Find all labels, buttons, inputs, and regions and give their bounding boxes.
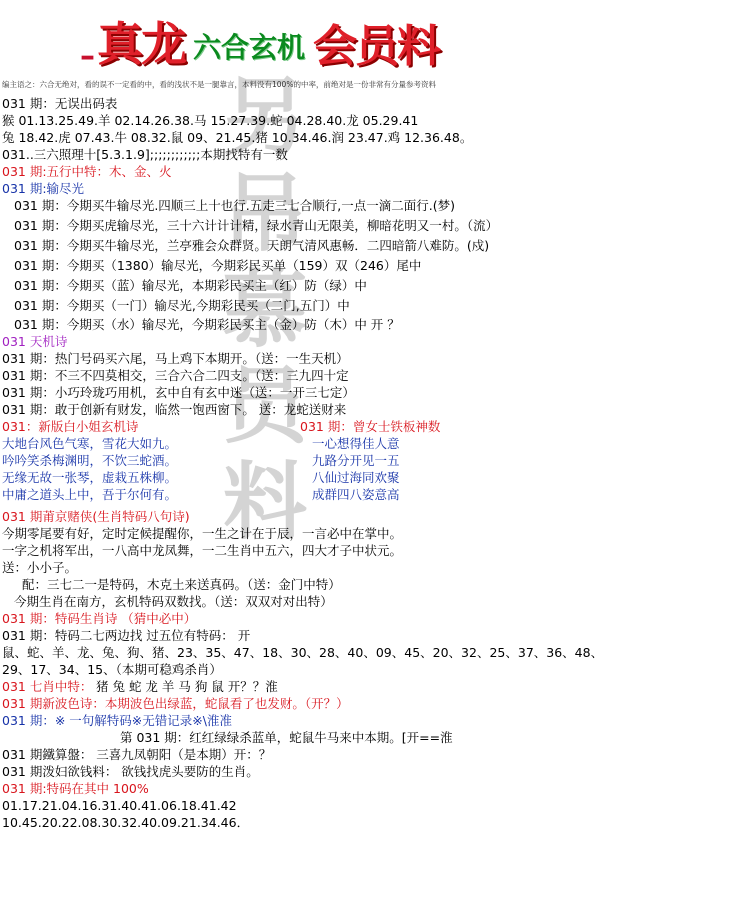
line-tianji-2: 031 期：不三不四莫相交，三合六合二四支。（送：三九四十定 xyxy=(2,368,349,383)
line-baixiaojie-2: 吟吟笑杀梅渊明，不饮三蛇酒。 xyxy=(2,453,178,468)
line-shu-5: 031 期：今期买（蓝）输尽光，本期彩民买主（红）防（绿）中 xyxy=(14,278,367,293)
right-column-title: 031 期：曾女士铁板神数 xyxy=(300,419,441,434)
right-column-item-4: 成群四八姿意高 xyxy=(312,487,400,502)
line-shu-4: 031 期：今期买（1380）输尽光，今期彩民买单（159）双（246）尾中 xyxy=(14,258,422,273)
line-tema-100-numbers-1: 01.17.21.04.16.31.40.41.06.18.41.42 xyxy=(2,798,237,813)
line-tema-erqi: 031 期：特码二七两边找 过五位有特码： 开 xyxy=(2,628,251,643)
line-pofu: 031 期泼妇欲钱料： 欲钱找虎头要防的生肖。 xyxy=(2,764,259,779)
banner-title-liuhe: 六合玄机 xyxy=(193,31,306,64)
line-wuxing: 031 期:五行中特：木、金、火 xyxy=(2,164,172,179)
right-column-item-2: 九路分开见一五 xyxy=(312,453,400,468)
banner-title-huiyuanliao: 会员料 xyxy=(313,21,440,72)
line-baixiaojie-4: 中庸之道头上中，吾于尔何有。 xyxy=(2,487,178,502)
line-baixiaojie-1: 大地台风色气寒，雪花大如九。 xyxy=(2,436,178,451)
line-bose-poem: 031 期新波色诗：本期波色出绿蓝，蛇鼠看了也发财。（开？） xyxy=(2,696,349,711)
line-shu-6: 031 期：今期买（一门）输尽光,今期彩民买（二门,五门）中 xyxy=(14,298,350,313)
line-qixiao-values: 猪 兔 蛇 龙 羊 马 狗 鼠 开？？淮 xyxy=(96,679,278,694)
right-column-item-3: 八仙过海同欢聚 xyxy=(312,470,400,485)
line-tianji-3: 031 期：小巧玲珑巧用机，玄中自有玄中迷（送：一开三七定） xyxy=(2,385,355,400)
line-tema-numbers-2: 29、17、34、15、（本期可稳鸡杀肖） xyxy=(2,662,222,677)
line-tema-100-numbers-2: 10.45.20.22.08.30.32.40.09.21.34.46． xyxy=(2,815,250,830)
disclaimer: 编主语之：六合无绝对，看的误不一定看的中，看的浅状不是一腿靠言，本料没有100%的中率，前绝对是一份非常有分量参考资料 xyxy=(2,80,436,89)
line-zodiac-numbers-1: 猴 01.13.25.49.羊 02.14.26.38.马 15.27.39.蛇 04.28.40.龙 05.29.41 xyxy=(2,113,419,128)
banner-dash: – xyxy=(80,39,95,74)
line-no-error-table-title: 031 期：无误出码表 xyxy=(2,96,118,111)
line-shu-7: 031 期：今期买（水）输尽光，今期彩民买主（金）防（木）中 开 ？ xyxy=(14,317,400,332)
line-qixiao-label: 031 七肖中特： xyxy=(2,679,93,694)
line-puxing-1: 今期零尾要有好，定时定候提醒你，一生之计在于辰，一言必中在掌中。 xyxy=(2,526,403,541)
line-sanliu: 031..三六照理十[5.3.1.9];;;;;;;;;;;;本期找特有一数 xyxy=(2,147,288,162)
line-yiju-content: 第 031 期：红红绿绿杀蓝单，蛇鼠牛马来中本期。[开==淮 xyxy=(120,730,453,745)
line-tianji-1: 031 期：热门号码买六尾，马上鸡下本期开。（送：一生天机） xyxy=(2,351,349,366)
line-shu-2: 031 期：今期买虎输尽光，三十六计计计精，绿水青山无限美，柳暗花明又一村。（流） xyxy=(14,218,499,233)
line-baixiaojie-title: 031：新版白小姐玄机诗 xyxy=(2,419,139,434)
line-puxing-3: 送：小小子。 xyxy=(2,560,78,575)
line-tianji-4: 031 期：敢于创新有财发，临然一饱西窗下。 送：龙蛇送财来 xyxy=(2,402,347,417)
line-shu-1: 031 期：今期买牛输尽光.四顺三上十也行.五走三七合顺行,一点一滴二面行.(梦) xyxy=(14,198,455,213)
line-yiju-title: 031 期：※ 一句解特码※无错记录※\淮准 xyxy=(2,713,232,728)
header-banner xyxy=(80,4,520,74)
line-puxing-title: 031 期莆京赌侠(生肖特码八句诗) xyxy=(2,509,190,524)
line-baixiaojie-3: 无缘无故一张琴，虚栽五株柳。 xyxy=(2,470,178,485)
line-puxing-4: 配：三七二一是特码，木克土来送真码。（送：金门中特） xyxy=(22,577,341,592)
line-tema-numbers-1: 鼠、蛇、羊、龙、兔、狗、猪、23、35、47、18、30、28、40、09、45、20、32、25、37、36、48、 xyxy=(2,645,604,660)
line-tema-100-title: 031 期:特码在其中 100% xyxy=(2,781,149,796)
line-tiesuanpan: 031 期鐵算盤： 三喜九凤朝阳（是本期）开：？ xyxy=(2,747,272,762)
line-tianji-title: 031 天机诗 xyxy=(2,334,68,349)
watermark-text: 另吊慕员料 xyxy=(222,68,307,551)
right-column-item-1: 一心想得佳人意 xyxy=(312,436,400,451)
line-tema-shengxiao-title: 031 期：特码生肖诗 （猜中必中） xyxy=(2,611,197,626)
banner-title-zhenlong: 真龙 xyxy=(97,17,185,71)
line-puxing-2: 一字之机将军出，一八高中龙凤舞，一二生肖中五六，四大才子中状元。 xyxy=(2,543,403,558)
line-zodiac-numbers-2: 兔 18.42.虎 07.43.牛 08.32.鼠 09、21.45.猪 10.34.46.润 23.47.鸡 12.36.48。 xyxy=(2,130,473,145)
line-puxing-5: 今期生肖在南方，玄机特码双数找。（送：双双对对出特） xyxy=(14,594,333,609)
line-shu-3: 031 期：今期买牛输尽光，兰亭雅会众群贤。天朗气清风惠畅．二四暗箭八难防。(戍) xyxy=(14,238,490,253)
line-shujinguang-title: 031 期:输尽光 xyxy=(2,181,85,196)
